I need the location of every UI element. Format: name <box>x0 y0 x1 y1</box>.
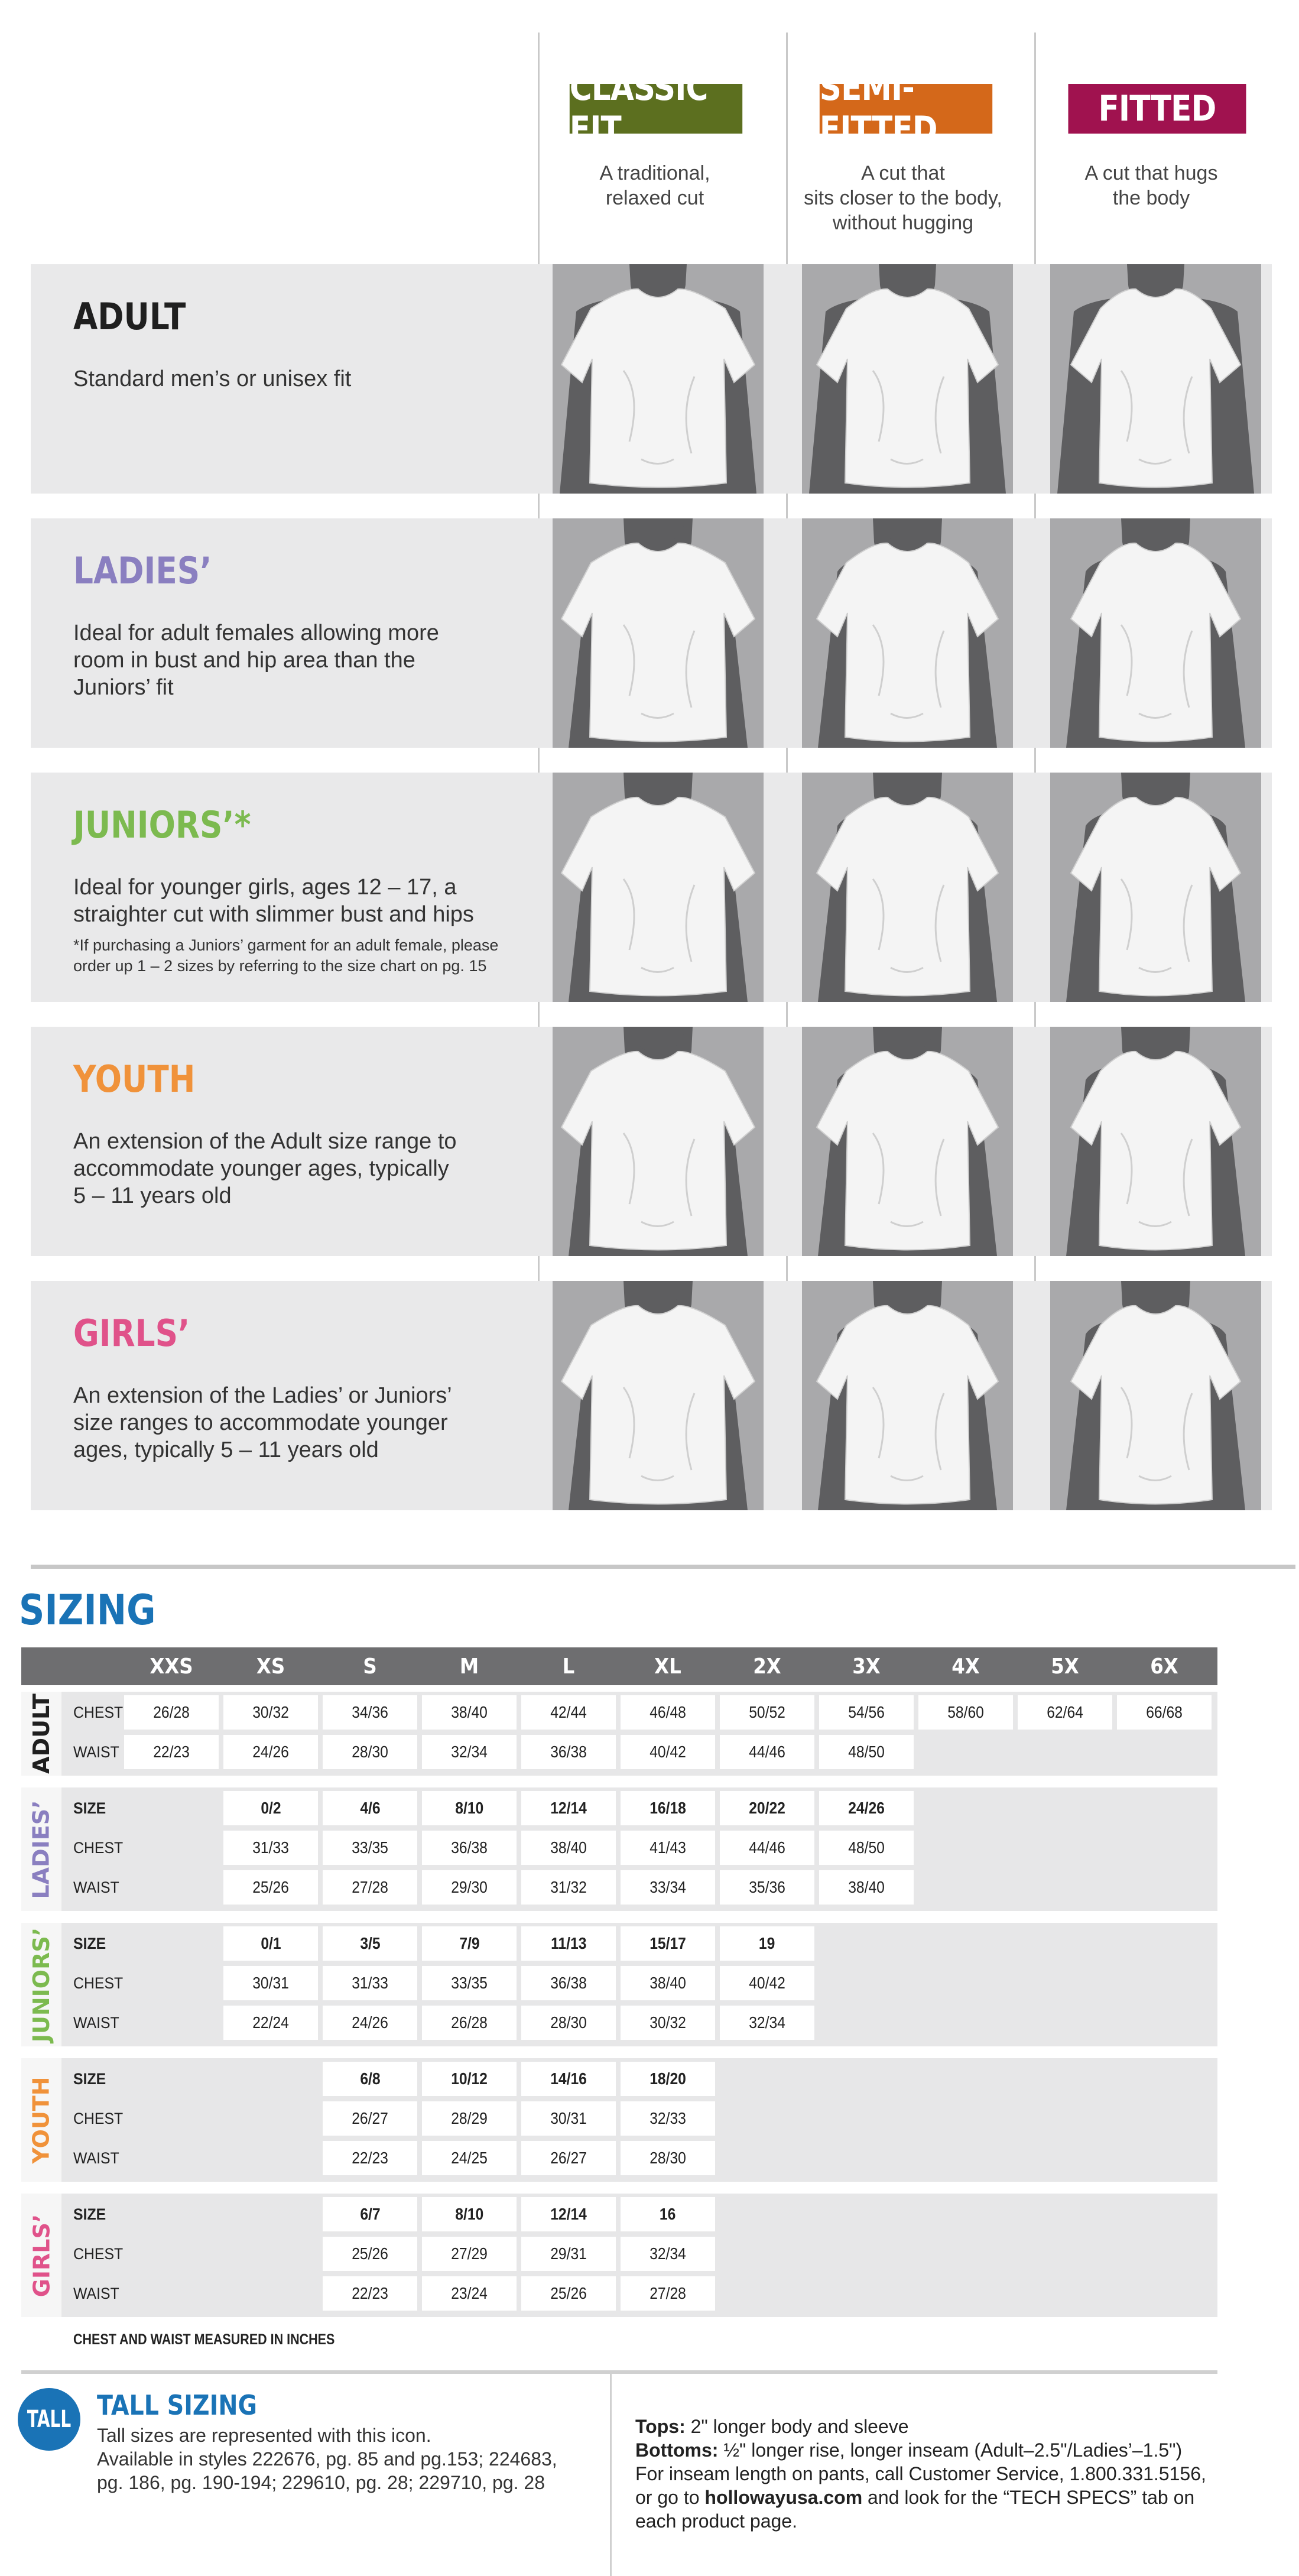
size-cell-value: 16/18 <box>650 1799 686 1817</box>
size-cell-value: 11/13 <box>550 1934 587 1952</box>
tall-sizing-text <box>97 2423 582 2494</box>
category-description <box>73 1382 546 1464</box>
fit-description-line: A traditional, <box>599 162 710 184</box>
size-cell-value: 48/50 <box>848 1838 885 1857</box>
category-description-line: Juniors’ fit <box>73 675 174 700</box>
category-title: JUNIORS’* <box>73 803 251 846</box>
category-description-line: straighter cut with slimmer bust and hips <box>73 902 474 927</box>
category-note-line: order up 1 – 2 sizes by referring to the size chart on pg. 15 <box>73 957 487 975</box>
size-cell <box>124 1735 219 1769</box>
size-group-label-text: JUNIORS’ <box>28 1927 54 2042</box>
tops-spec <box>635 2415 1285 2438</box>
size-cell <box>223 2006 318 2040</box>
size-cell <box>819 1695 914 1730</box>
tshirt-photo <box>553 773 764 1002</box>
size-cell-value: 25/26 <box>352 2244 388 2263</box>
size-group-label <box>21 1787 61 1911</box>
category-title: YOUTH <box>73 1057 196 1101</box>
size-cell-value: 34/36 <box>352 1703 388 1721</box>
size-cell <box>621 1695 715 1730</box>
size-cell-value: 16 <box>660 2205 676 2223</box>
size-cell-value: 22/23 <box>352 2149 388 2167</box>
category-description-line: ages, typically 5 – 11 years old <box>73 1438 379 1462</box>
size-cell-value: 26/28 <box>451 2013 488 2032</box>
size-group-label <box>21 2194 61 2317</box>
bottoms-text: ½" longer rise, longer inseam (Adult–2.5"/Ladies’–1.5") <box>718 2439 1183 2461</box>
size-row-label: SIZE <box>73 2069 106 2088</box>
size-cell-value: 8/10 <box>455 1799 483 1817</box>
size-cell-value: 7/9 <box>459 1934 480 1952</box>
size-cell-value: 19 <box>759 1934 775 1952</box>
fit-badge: CLASSIC FIT <box>570 84 742 134</box>
size-cell-value: 40/42 <box>650 1743 686 1761</box>
size-cell-value: 18/20 <box>650 2069 686 2088</box>
bottoms-spec <box>635 2438 1285 2462</box>
tshirt-photo <box>802 1027 1013 1256</box>
size-cell-value: 6/7 <box>359 2205 381 2223</box>
category-title: LADIES’ <box>73 549 212 592</box>
size-cell <box>621 1870 715 1905</box>
size-cell <box>223 1735 318 1769</box>
size-cell-value: 44/46 <box>749 1743 785 1761</box>
footer-column-divider <box>610 2374 612 2576</box>
size-cell-value: 33/35 <box>352 1838 388 1857</box>
size-row-label: CHEST <box>73 1838 124 1857</box>
fit-description <box>791 161 1015 235</box>
size-cell <box>521 1791 616 1825</box>
size-cell-value: 30/32 <box>252 1703 289 1721</box>
size-cell <box>223 1831 318 1865</box>
size-cell-value: 33/34 <box>650 1878 686 1896</box>
size-cell <box>422 2197 517 2231</box>
size-cell-value: 28/30 <box>650 2149 686 2167</box>
size-cell-value: 22/23 <box>352 2284 388 2302</box>
size-cell <box>422 1926 517 1961</box>
size-cell <box>521 1926 616 1961</box>
size-cell-value: 42/44 <box>550 1703 587 1721</box>
category-description-line: 5 – 11 years old <box>73 1183 232 1208</box>
category-description-line: An extension of the Adult size range to <box>73 1129 457 1154</box>
size-cell-value: 26/28 <box>153 1703 190 1721</box>
size-cell <box>621 2141 715 2175</box>
size-cell-value: 58/60 <box>947 1703 984 1721</box>
size-cell-value: 30/32 <box>650 2013 686 2032</box>
size-cell-value: 50/52 <box>749 1703 785 1721</box>
size-column-header: XXS <box>150 1654 193 1679</box>
size-cell-value: 24/26 <box>848 1799 885 1817</box>
size-cell-value: 3/5 <box>359 1934 381 1952</box>
size-cell <box>621 2276 715 2311</box>
size-cell-value: 15/17 <box>650 1934 686 1952</box>
size-cell-value: 36/38 <box>550 1974 587 1992</box>
size-cell <box>621 2197 715 2231</box>
size-column-header: 4X <box>951 1654 980 1679</box>
size-cell <box>521 1831 616 1865</box>
size-row-label: SIZE <box>73 1934 106 1952</box>
sizing-title: SIZING <box>19 1586 156 1634</box>
size-row-label: WAIST <box>73 2149 119 2167</box>
category-note <box>73 935 546 976</box>
size-group-label-text: GIRLS’ <box>28 2214 55 2297</box>
size-cell <box>521 1870 616 1905</box>
category-description <box>73 1128 546 1209</box>
size-cell <box>323 1695 417 1730</box>
size-cell-value: 0/1 <box>260 1934 281 1952</box>
size-cell <box>223 1926 318 1961</box>
size-row-label: CHEST <box>73 1703 124 1721</box>
fit-description-line: the body <box>1112 187 1190 209</box>
size-cell-value: 24/25 <box>451 2149 488 2167</box>
size-cell-value: 28/29 <box>451 2109 488 2127</box>
size-cell-value: 40/42 <box>749 1974 785 1992</box>
tshirt-photo <box>1050 518 1261 748</box>
size-cell-value: 12/14 <box>550 1799 587 1817</box>
size-cell-value: 8/10 <box>455 2205 483 2223</box>
size-cell <box>1018 1695 1112 1730</box>
size-cell-value: 32/34 <box>650 2244 686 2263</box>
size-cell <box>720 1926 814 1961</box>
size-row-label: WAIST <box>73 1878 119 1896</box>
size-row-label: CHEST <box>73 1974 124 1992</box>
tops-label: Tops: <box>635 2416 686 2437</box>
size-cell-value: 54/56 <box>848 1703 885 1721</box>
size-cell <box>521 1966 616 2000</box>
size-cell-value: 48/50 <box>848 1743 885 1761</box>
size-cell-value: 31/33 <box>352 1974 388 1992</box>
fit-description-line: A cut that hugs <box>1084 162 1218 184</box>
tshirt-photo <box>802 518 1013 748</box>
size-cell-value: 28/30 <box>352 1743 388 1761</box>
size-cell-value: 29/31 <box>550 2244 587 2263</box>
tshirt-photo <box>553 264 764 494</box>
size-cell <box>422 2006 517 2040</box>
size-cell-value: 22/23 <box>153 1743 190 1761</box>
tall-sizing-title: TALL SIZING <box>97 2389 257 2421</box>
tshirt-photo <box>553 1027 764 1256</box>
size-cell-value: 35/36 <box>749 1878 785 1896</box>
size-column-header: L <box>562 1654 575 1679</box>
size-cell <box>124 1695 219 1730</box>
size-cell <box>720 1735 814 1769</box>
fit-description-line: A cut that <box>861 162 945 184</box>
size-cell <box>323 1870 417 1905</box>
category-description <box>73 365 546 392</box>
size-cell-value: 30/31 <box>550 2109 587 2127</box>
category-description <box>73 874 546 928</box>
size-cell <box>621 1831 715 1865</box>
last-line: each product page. <box>635 2510 797 2532</box>
size-cell <box>323 2006 417 2040</box>
tall-line: pg. 186, pg. 190-194; 229610, pg. 28; 229710, pg. 28 <box>97 2472 545 2493</box>
size-cell <box>323 1791 417 1825</box>
size-group-label <box>21 1923 61 2046</box>
size-cell <box>422 2276 517 2311</box>
size-cell-value: 6/8 <box>359 2069 381 2088</box>
size-row-label: WAIST <box>73 1743 119 1761</box>
size-cell-value: 26/27 <box>550 2149 587 2167</box>
size-cell-value: 27/28 <box>650 2284 686 2302</box>
size-cell <box>323 1926 417 1961</box>
size-cell <box>621 1791 715 1825</box>
tall-line: Tall sizes are represented with this icon. <box>97 2425 431 2446</box>
size-cell <box>422 1870 517 1905</box>
tall-icon: TALL <box>18 2388 80 2451</box>
size-cell-value: 36/38 <box>550 1743 587 1761</box>
size-cell <box>422 1735 517 1769</box>
size-cell <box>720 2006 814 2040</box>
size-group-label-text: ADULT <box>28 1693 54 1774</box>
size-cell <box>521 2101 616 2136</box>
website-line <box>635 2486 1285 2509</box>
size-cell <box>323 2101 417 2136</box>
size-row-label: WAIST <box>73 2284 119 2302</box>
size-cell-value: 14/16 <box>550 2069 587 2088</box>
fit-description-line: without hugging <box>832 212 974 234</box>
size-cell-value: 31/32 <box>550 1878 587 1896</box>
size-cell-value: 12/14 <box>550 2205 587 2223</box>
size-cell <box>422 1966 517 2000</box>
size-cell <box>720 1831 814 1865</box>
size-cell-value: 0/2 <box>260 1799 281 1817</box>
goto-suffix: and look for the “TECH SPECS” tab on <box>862 2487 1195 2508</box>
website-link[interactable]: hollowayusa.com <box>704 2487 863 2508</box>
size-cell <box>223 1695 318 1730</box>
size-cell <box>819 1735 914 1769</box>
size-group-band <box>21 2194 1217 2317</box>
size-cell <box>521 2276 616 2311</box>
size-cell <box>223 1870 318 1905</box>
size-cell-value: 41/43 <box>650 1838 686 1857</box>
size-group-band <box>21 1923 1217 2046</box>
category-title: ADULT <box>73 295 186 338</box>
tall-specs <box>635 2415 1285 2533</box>
size-cell <box>819 1791 914 1825</box>
size-cell <box>422 2062 517 2096</box>
category-description-line: room in bust and hip area than the <box>73 648 415 673</box>
size-cell-value: 27/28 <box>352 1878 388 1896</box>
category-description-line: size ranges to accommodate younger <box>73 1410 448 1435</box>
tshirt-photo <box>802 1281 1013 1510</box>
size-cell-value: 27/29 <box>451 2244 488 2263</box>
bottoms-label: Bottoms: <box>635 2439 719 2461</box>
size-cell <box>720 1791 814 1825</box>
size-cell <box>422 1831 517 1865</box>
size-cell-value: 31/33 <box>252 1838 289 1857</box>
size-cell-value: 32/33 <box>650 2109 686 2127</box>
size-cell-value: 46/48 <box>650 1703 686 1721</box>
category-description-line: An extension of the Ladies’ or Juniors’ <box>73 1383 452 1408</box>
fit-description <box>543 161 767 210</box>
size-cell <box>323 1966 417 2000</box>
size-cell-value: 38/40 <box>550 1838 587 1857</box>
category-description-line: Standard men’s or unisex fit <box>73 366 352 391</box>
size-cell <box>819 1831 914 1865</box>
size-column-header: XL <box>654 1654 681 1679</box>
size-cell-value: 24/26 <box>252 1743 289 1761</box>
size-cell-value: 33/35 <box>451 1974 488 1992</box>
size-cell <box>422 1695 517 1730</box>
tops-text: 2" longer body and sleeve <box>685 2416 909 2437</box>
category-description-line: Ideal for younger girls, ages 12 – 17, a <box>73 875 457 900</box>
size-cell-value: 38/40 <box>451 1703 488 1721</box>
category-description-line: Ideal for adult females allowing more <box>73 621 439 645</box>
size-cell <box>323 2062 417 2096</box>
size-row-label: SIZE <box>73 2205 106 2223</box>
size-cell-value: 26/27 <box>352 2109 388 2127</box>
size-cell <box>323 2141 417 2175</box>
size-cell-value: 28/30 <box>550 2013 587 2032</box>
size-cell <box>918 1695 1013 1730</box>
size-column-header: M <box>459 1654 479 1679</box>
tall-line: Available in styles 222676, pg. 85 and pg.153; 224683, <box>97 2448 557 2470</box>
inseam-line: For inseam length on pants, call Customer Service, 1.800.331.5156, <box>635 2463 1206 2484</box>
size-cell-value: 25/26 <box>252 1878 289 1896</box>
size-row-label: CHEST <box>73 2244 124 2263</box>
size-cell <box>323 2276 417 2311</box>
size-group-label <box>21 1692 61 1776</box>
tshirt-photo <box>553 1281 764 1510</box>
size-cell-value: 38/40 <box>848 1878 885 1896</box>
size-row-label: SIZE <box>73 1799 106 1817</box>
tshirt-photo <box>1050 1281 1261 1510</box>
size-cell-value: 22/24 <box>252 2013 289 2032</box>
size-column-header: 5X <box>1051 1654 1079 1679</box>
size-cell <box>323 1831 417 1865</box>
size-cell <box>323 1735 417 1769</box>
fit-description <box>1039 161 1264 210</box>
size-cell <box>621 2062 715 2096</box>
size-cell-value: 32/34 <box>749 2013 785 2032</box>
size-cell <box>521 2141 616 2175</box>
size-cell-value: 30/31 <box>252 1974 289 1992</box>
size-cell <box>223 1791 318 1825</box>
size-cell-value: 36/38 <box>451 1838 488 1857</box>
size-cell <box>521 2197 616 2231</box>
size-cell <box>422 1791 517 1825</box>
size-column-header: S <box>363 1654 377 1679</box>
size-cell-value: 29/30 <box>451 1878 488 1896</box>
size-group-label-text: YOUTH <box>28 2076 55 2164</box>
size-row-label: WAIST <box>73 2013 119 2032</box>
size-cell-value: 38/40 <box>650 1974 686 1992</box>
size-cell-value: 20/22 <box>749 1799 785 1817</box>
size-cell-value: 23/24 <box>451 2284 488 2302</box>
size-cell <box>621 1735 715 1769</box>
size-cell <box>621 2006 715 2040</box>
tshirt-photo <box>1050 773 1261 1002</box>
measurement-footnote: CHEST AND WAIST MEASURED IN INCHES <box>73 2331 335 2348</box>
tshirt-photo <box>802 264 1013 494</box>
tshirt-photo <box>802 773 1013 1002</box>
size-cell-value: 25/26 <box>550 2284 587 2302</box>
size-cell <box>223 1966 318 2000</box>
size-cell-value: 4/6 <box>359 1799 381 1817</box>
size-cell <box>323 2237 417 2271</box>
footer-divider <box>21 2370 1217 2374</box>
size-cell-value: 32/34 <box>451 1743 488 1761</box>
size-cell-value: 44/46 <box>749 1838 785 1857</box>
size-column-header: XS <box>256 1654 285 1679</box>
category-title: GIRLS’ <box>73 1312 190 1355</box>
fit-badge: FITTED <box>1069 84 1246 134</box>
size-cell <box>521 2006 616 2040</box>
fit-description-line: relaxed cut <box>605 187 704 209</box>
tshirt-photo <box>553 518 764 748</box>
size-cell <box>720 1966 814 2000</box>
size-cell <box>521 1735 616 1769</box>
tshirt-photo <box>1050 1027 1261 1256</box>
size-cell-value: 66/68 <box>1146 1703 1183 1721</box>
size-group-label-text: LADIES’ <box>28 1799 55 1899</box>
size-cell <box>521 1695 616 1730</box>
size-column-header: 3X <box>852 1654 881 1679</box>
size-cell <box>323 2197 417 2231</box>
size-row-label: CHEST <box>73 2109 124 2127</box>
fit-badge: SEMI-FITTED <box>820 84 992 134</box>
size-cell <box>819 1870 914 1905</box>
tshirt-photo <box>1050 264 1261 494</box>
size-cell <box>422 2101 517 2136</box>
size-group-band <box>21 2058 1217 2182</box>
category-note-line: *If purchasing a Juniors’ garment for an adult female, please <box>73 936 499 954</box>
size-cell <box>621 1926 715 1961</box>
size-cell <box>621 2237 715 2271</box>
size-column-header: 2X <box>753 1654 781 1679</box>
size-group-label <box>21 2058 61 2182</box>
size-cell-value: 62/64 <box>1047 1703 1083 1721</box>
size-cell <box>621 2101 715 2136</box>
category-description-line: accommodate younger ages, typically <box>73 1156 449 1181</box>
size-cell <box>422 2237 517 2271</box>
fit-description-line: sits closer to the body, <box>804 187 1002 209</box>
size-cell <box>521 2237 616 2271</box>
size-cell <box>720 1695 814 1730</box>
section-divider <box>31 1565 1295 1569</box>
size-column-header: 6X <box>1150 1654 1178 1679</box>
size-cell <box>521 2062 616 2096</box>
size-cell-value: 10/12 <box>451 2069 488 2088</box>
size-cell <box>720 1870 814 1905</box>
size-cell <box>621 1966 715 2000</box>
size-cell <box>1117 1695 1212 1730</box>
category-description <box>73 619 546 701</box>
size-cell-value: 24/26 <box>352 2013 388 2032</box>
size-cell <box>422 2141 517 2175</box>
size-group-band <box>21 1787 1217 1911</box>
goto-prefix: or go to <box>635 2487 705 2508</box>
